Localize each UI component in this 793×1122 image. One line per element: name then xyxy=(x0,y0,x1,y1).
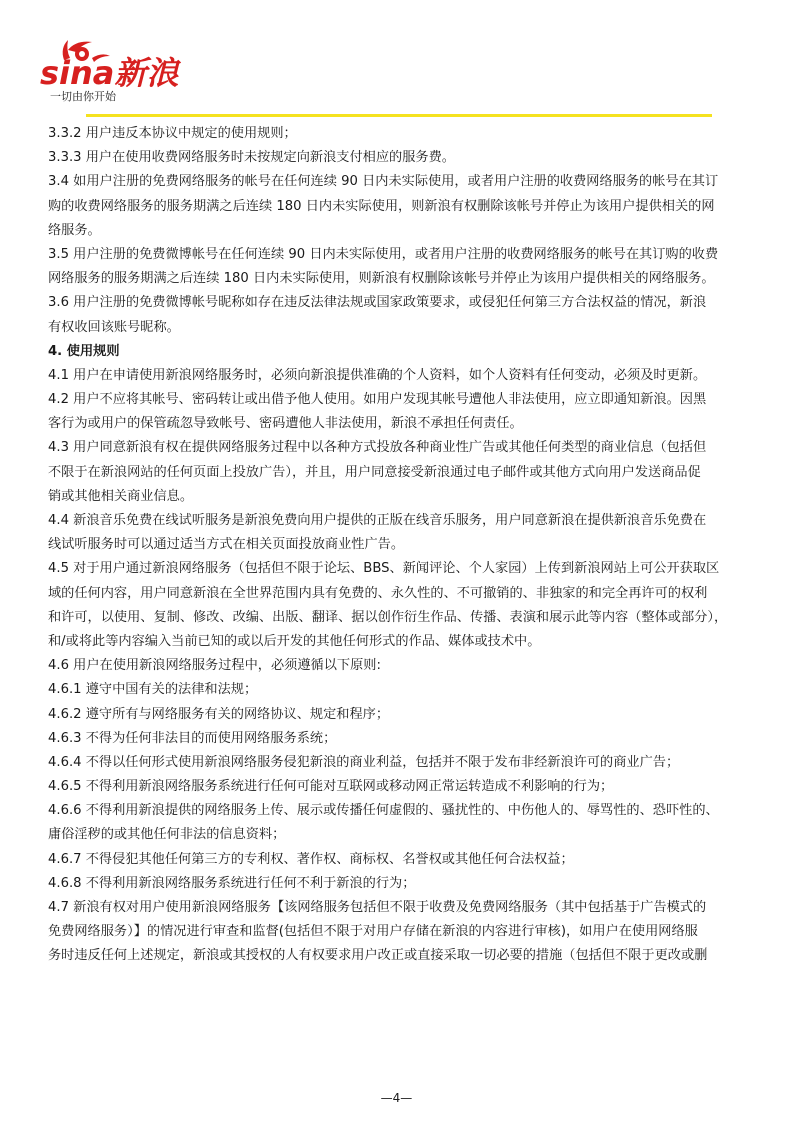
text-line: 4.6.8 不得利用新浪网络服务系统进行任何不利于新浪的行为； xyxy=(48,875,416,891)
text-line: 络服务。 xyxy=(48,222,101,238)
text-line: 3.4 如用户注册的免费网络服务的帐号在任何连续 90 日内未实际使用，或者用户注册的收费网络服务的帐号在其订 xyxy=(48,174,719,190)
header-divider xyxy=(86,114,712,117)
text-line: 4.1 用户在申请使用新浪网络服务时，必须向新浪提供准确的个人资料，如个人资料有任何变动，必须及时更新。 xyxy=(48,367,707,383)
text-line: 线试听服务时可以通过适当方式在相关页面投放商业性广告。 xyxy=(48,537,405,553)
logo-slogan: 一切由你开始 xyxy=(50,90,116,103)
text-line: 销或其他相关商业信息。 xyxy=(48,488,194,504)
text-line: 和许可，以使用、复制、修改、改编、出版、翻译、据以创作衍生作品、传播、表演和展示此等内容（整体或部分）， xyxy=(48,609,728,625)
text-line: 4.4 新浪音乐免费在线试听服务是新浪免费向用户提供的正版在线音乐服务，用户同意新浪在提供新浪音乐免费在 xyxy=(48,513,707,528)
section-heading: 4. 使用规则 xyxy=(48,343,120,359)
sina-logo xyxy=(38,38,198,106)
text-line: 购的收费网络服务的服务期满之后连续 180 日内未实际使用，则新浪有权删除该帐号并停止为该用户提供相关的网 xyxy=(48,198,715,214)
text-line: 3.6 用户注册的免费微博帐号昵称如存在违反法律法规或国家政策要求，或侵犯任何第三方合法权益的情况，新浪 xyxy=(48,295,707,311)
text-line: 4.6.7 不得侵犯其他任何第三方的专利权、著作权、商标权、名誉权或其他任何合法权益； xyxy=(48,851,574,867)
text-line: 3.3.3 用户在使用收费网络服务时未按规定向新浪支付相应的服务费。 xyxy=(48,150,455,166)
text-line: 务时违反任何上述规定，新浪或其授权的人有权要求用户改正或直接采取一切必要的措施（包括但不限于更改或删 xyxy=(48,948,708,964)
text-line: 庸俗淫秽的或其他任何非法的信息资料； xyxy=(48,827,286,843)
text-line: 3.3.2 用户违反本协议中规定的使用规则； xyxy=(48,126,297,141)
text-line: 3.5 用户注册的免费微博帐号在任何连续 90 日内未实际使用，或者用户注册的收费网络服务的帐号在其订购的收费 xyxy=(48,246,719,262)
text-line: 4.5 对于用户通过新浪网络服务（包括但不限于论坛、BBS、新闻评论、个人家园）上传到新浪网站上可公开获取区 xyxy=(48,561,720,577)
text-line: 网络服务的服务期满之后连续 180 日内未实际使用，则新浪有权删除该帐号并停止为该用户提供相关的网络服务。 xyxy=(48,271,715,287)
text-line: 4.3 用户同意新浪有权在提供网络服务过程中以各种方式投放各种商业性广告或其他任何类型的商业信息（包括但 xyxy=(48,440,707,456)
text-line: 4.6 用户在使用新浪网络服务过程中，必须遵循以下原则: xyxy=(48,658,381,674)
sina-logo-graphic xyxy=(38,38,198,106)
text-line: 4.6.4 不得以任何形式使用新浪网络服务侵犯新浪的商业利益，包括并不限于发布非经新浪许可的商业广告； xyxy=(48,754,680,770)
text-line: 4.6.3 不得为任何非法目的而使用网络服务系统； xyxy=(48,730,337,746)
text-line: 有权收回该账号昵称。 xyxy=(48,319,180,335)
text-line: 4.7 新浪有权对用户使用新浪网络服务【该网络服务包括但不限于收费及免费网络服务（其中包括基于广告模式的 xyxy=(48,900,707,915)
text-line: 4.2 用户不应将其帐号、密码转让或出借予他人使用。如用户发现其帐号遭他人非法使用，应立即通知新浪。因黑 xyxy=(48,392,707,408)
page-number: —4— xyxy=(380,1091,413,1105)
document-body xyxy=(48,122,758,969)
text-line: 4.6.6 不得利用新浪提供的网络服务上传、展示或传播任何虚假的、骚扰性的、中伤他人的、辱骂性的、恐吓性的、 xyxy=(48,803,719,819)
text-line: 客行为或用户的保管疏忽导致帐号、密码遭他人非法使用，新浪不承担任何责任。 xyxy=(48,416,523,432)
text-line: 4.6.5 不得利用新浪网络服务系统进行任何可能对互联网或移动网正常运转造成不利影响的行为； xyxy=(48,779,614,795)
text-line: 4.6.2 遵守所有与网络服务有关的网络协议、规定和程序； xyxy=(48,706,390,722)
text-line: 域的任何内容，用户同意新浪在全世界范围内具有免费的、永久性的、不可撤销的、非独家的和完全再许可的权利 xyxy=(48,585,708,601)
text-line: 不限于在新浪网站的任何页面上投放广告），并且，用户同意接受新浪通过电子邮件或其他方式向用户发送商品促 xyxy=(48,464,701,480)
logo-wordmark: sina新浪 xyxy=(40,54,179,92)
text-line: 4.6.1 遵守中国有关的法律和法规； xyxy=(48,682,258,698)
text-line: 免费网络服务）】的情况进行审查和监督(包括但不限于对用户存储在新浪的内容进行审核)，如用户在使用网络服 xyxy=(48,924,698,940)
text-line: 和/或将此等内容编入当前已知的或以后开发的其他任何形式的作品、媒体或技术中。 xyxy=(48,633,541,649)
